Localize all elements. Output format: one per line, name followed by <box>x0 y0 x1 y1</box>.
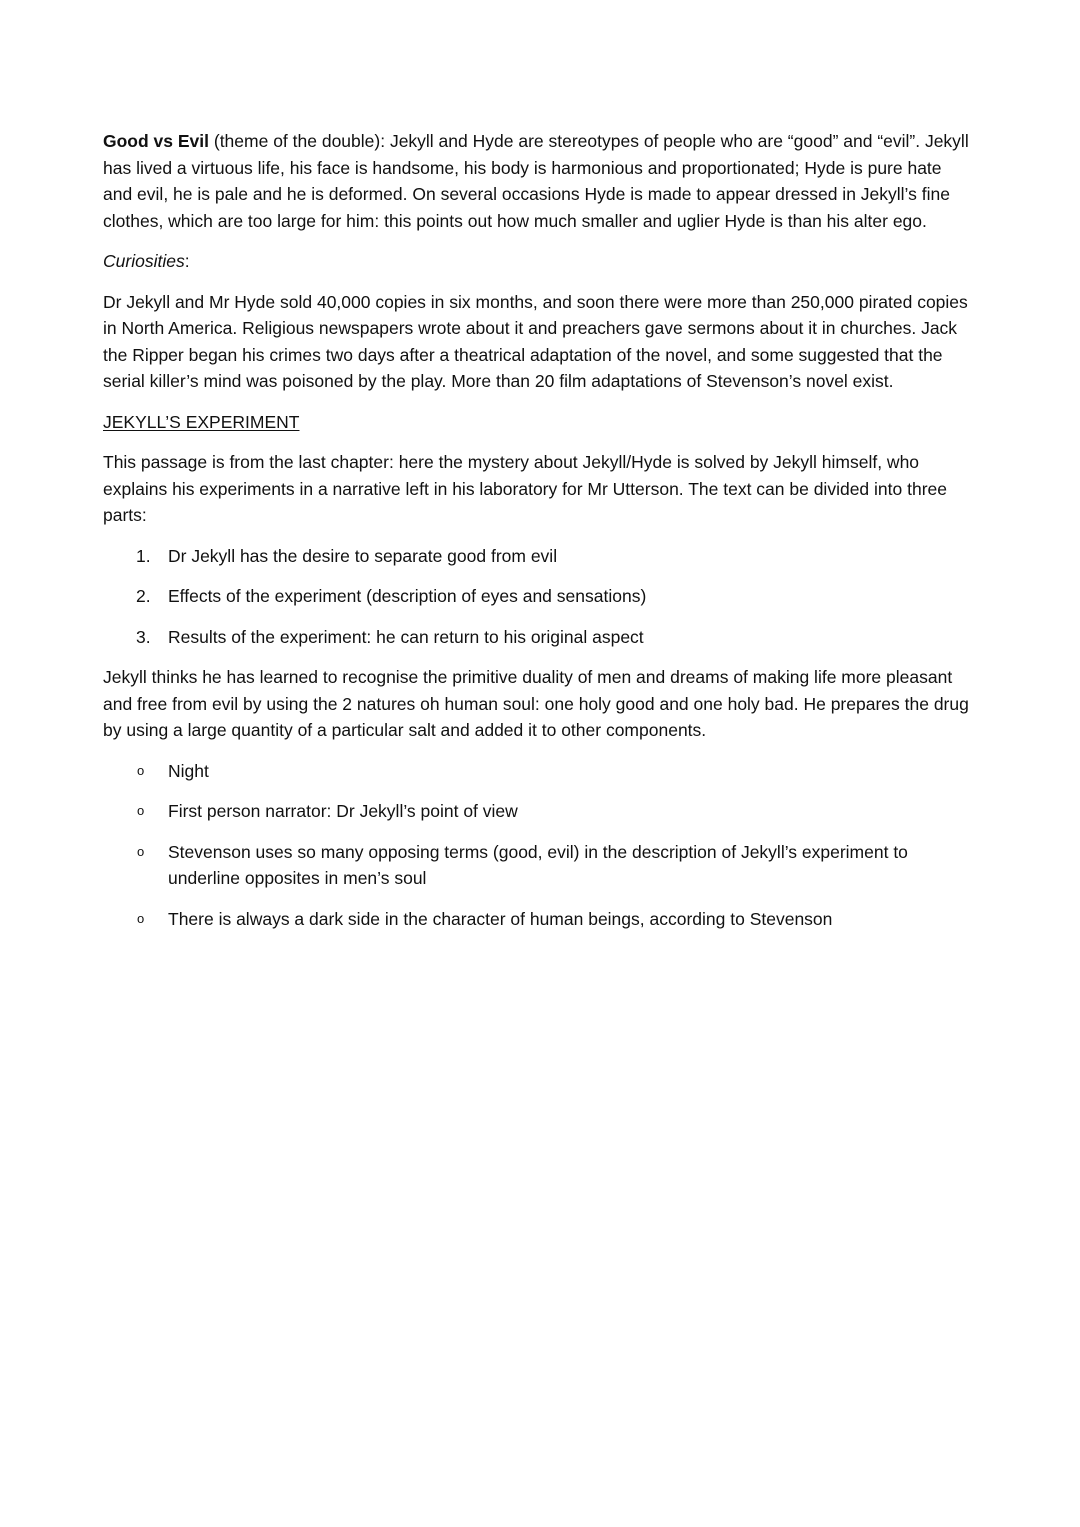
theme-paragraph <box>103 128 970 234</box>
experiment-summary: Jekyll thinks he has learned to recognise the primitive duality of men and dreams of making life more pleasant and free from evil by using the 2 natures oh human soul: one holy good and one holy bad. He prepares the drug by using a large quantity of a particular salt and added it to other components. <box>103 667 969 740</box>
list-item-text: Dr Jekyll has the desire to separate good from evil <box>168 545 558 566</box>
list-item <box>103 758 970 785</box>
bullet-circle-icon: o <box>137 910 145 926</box>
experiment-heading <box>103 409 970 436</box>
curiosities-label <box>103 248 970 275</box>
bullet-circle-icon: o <box>137 843 145 859</box>
list-item <box>103 906 970 933</box>
list-item-text: Results of the experiment: he can return to his original aspect <box>168 626 644 647</box>
bullet-circle-icon: o <box>137 803 145 818</box>
theme-text: (theme of the double): Jekyll and Hyde are stereotypes of people who are “good” and “evil”. Jekyll has lived a virtuous life, his face is handsome, his body is harmonious and proportionated; Hyde is pure hate and evil, he is pale and he is deformed. On several occasions Hyde is made to appear dressed in Jekyll’s fine clothes, which are too large for him: this points out how much smaller and uglier Hyde is than his alter ego. <box>103 131 969 231</box>
list-item-text: First person narrator: Dr Jekyll’s point of view <box>168 801 518 821</box>
list-item <box>103 543 970 570</box>
curiosities-label-colon: : <box>184 251 190 271</box>
experiment-notes-list <box>103 758 970 933</box>
list-item-text: Stevenson uses so many opposing terms (good, evil) in the description of Jekyll’s experiment to underline opposites in men’s soul <box>168 841 908 888</box>
bullet-circle-icon: o <box>137 762 145 778</box>
curiosities-paragraph: Dr Jekyll and Mr Hyde sold 40,000 copies in six months, and soon there were more than 250,000 pirated copies in North America. Religious newspapers wrote about it and preachers gave sermons about it in churches. Jack the Ripper began his crimes two days after a theatrical adaptation of the novel, and some suggested that the serial killer’s mind was poisoned by the play. More than 20 film adaptations of Stevenson’s novel exist. <box>103 291 968 391</box>
list-number: 1. <box>136 545 151 566</box>
curiosities-label-text: Curiosities <box>103 251 185 271</box>
list-item <box>103 798 970 825</box>
list-item-text: Effects of the experiment (description of eyes and sensations) <box>168 586 647 606</box>
list-item <box>103 624 970 651</box>
list-item-text: There is always a dark side in the character of human beings, according to Stevenson <box>168 908 833 929</box>
list-number: 2. <box>136 586 151 606</box>
list-item-text: Night <box>168 760 209 781</box>
experiment-heading-text: JEKYLL’S EXPERIMENT <box>103 411 300 432</box>
experiment-intro: This passage is from the last chapter: here the mystery about Jekyll/Hyde is solved by Jekyll himself, who explains his experiments in a narrative left in his laboratory for Mr Utterson. The text can be divided into three parts: <box>103 452 947 525</box>
list-item <box>103 583 970 610</box>
list-number: 3. <box>136 626 151 647</box>
experiment-parts-list <box>103 543 970 651</box>
list-item <box>103 839 970 892</box>
theme-title: Good vs Evil <box>103 131 209 151</box>
